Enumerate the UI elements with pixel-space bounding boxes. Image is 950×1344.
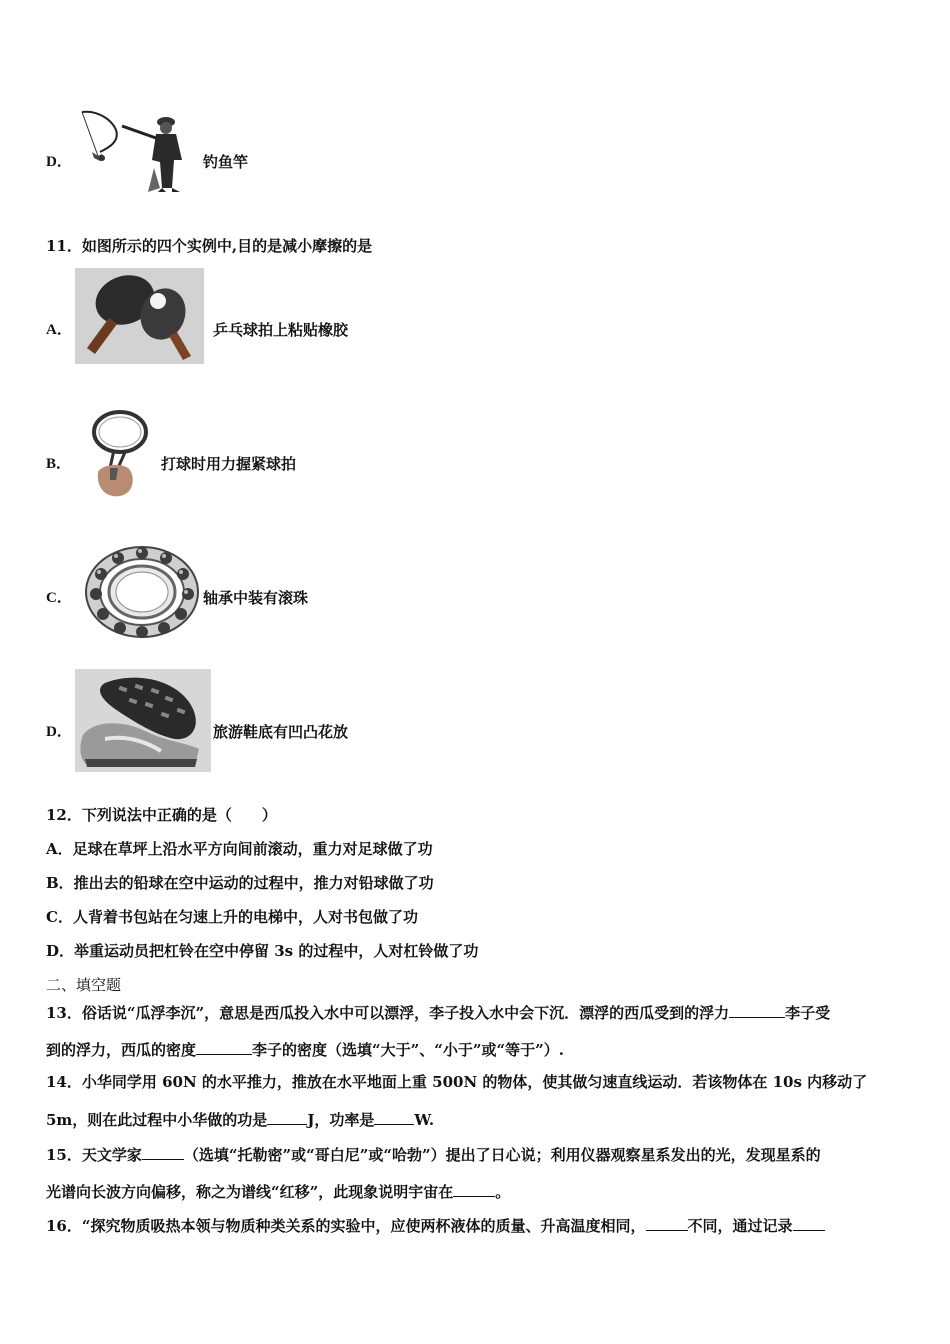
- q16-blank-2[interactable]: [793, 1216, 825, 1231]
- q15-line-1: [46, 1145, 821, 1164]
- q15-line-2-b: 。: [495, 1183, 511, 1201]
- q12-stem: 12．下列说法中正确的是（ ）: [46, 806, 277, 824]
- q15-line-1-a: 15．天文学家: [46, 1146, 142, 1164]
- q14-line-2-b: J，功率是: [307, 1111, 375, 1129]
- q16-line-1: [46, 1216, 825, 1235]
- sneaker-sole-image: [75, 669, 211, 772]
- q16-line-1-a: 16．“探究物质吸热本领与物质种类关系的实验中，应使两杯液体的质量、升高温度相同，: [46, 1217, 646, 1235]
- q14-line-2-c: W.: [414, 1111, 435, 1129]
- q14-line-2: [46, 1110, 434, 1129]
- ping-pong-paddle-image: [75, 268, 204, 364]
- q14-line-2-a: 5m，则在此过程中小华做的功是: [46, 1111, 268, 1129]
- q14-line-1: 14．小华同学用 60N 的水平推力，推放在水平地面上重 500N 的物体，使其做匀速直线运动．若该物体在 10s 内移动了: [46, 1073, 868, 1091]
- q12-option-a: A．足球在草坪上沿水平方向间前滚动，重力对足球做了功: [46, 840, 433, 858]
- q13-line-2-a: 到的浮力，西瓜的密度: [46, 1041, 197, 1059]
- q11-option-d-text: 旅游鞋底有凹凸花放: [213, 723, 349, 741]
- q13-line-1-b: 李子受: [785, 1004, 831, 1022]
- q13-blank-1[interactable]: [729, 1003, 785, 1018]
- q11-option-b-label: B．: [46, 456, 72, 472]
- q15-line-2: [46, 1182, 510, 1201]
- fishing-rod-image: [78, 108, 190, 194]
- q14-blank-2[interactable]: [374, 1110, 414, 1125]
- q14-blank-1[interactable]: [267, 1110, 307, 1125]
- q16-blank-1[interactable]: [646, 1216, 688, 1231]
- q12-option-c: C．人背着书包站在匀速上升的电梯中，人对书包做了功: [46, 908, 418, 926]
- q15-blank-2[interactable]: [453, 1182, 495, 1197]
- q11-option-c-label: C．: [46, 590, 72, 606]
- q13-line-2: [46, 1040, 564, 1059]
- q10-option-d-text: 钓鱼竿: [203, 153, 249, 171]
- q10-option-d-label: D．: [46, 154, 72, 170]
- q11-option-c-text: 轴承中装有滚珠: [203, 589, 309, 607]
- q11-option-b-text: 打球时用力握紧球拍: [161, 455, 297, 473]
- q13-line-1: [46, 1003, 830, 1022]
- q11-option-d-label: D．: [46, 724, 72, 740]
- tennis-racket-grip-image: [80, 408, 152, 498]
- q16-line-1-b: 不同，通过记录: [687, 1217, 793, 1235]
- ball-bearing-image: [76, 542, 200, 640]
- q13-line-1-a: 13．俗话说“瓜浮李沉”，意思是西瓜投入水中可以漂浮，李子投入水中会下沉．漂浮的西瓜受到的浮力: [46, 1004, 730, 1022]
- section-2-title: 二、填空题: [46, 976, 122, 994]
- q11-option-a-text: 乒乓球拍上粘贴橡胶: [213, 321, 349, 339]
- q15-line-2-a: 光谱向长波方向偏移，称之为谱线“红移”，此现象说明宇宙在: [46, 1183, 454, 1201]
- q11-stem: 11．如图所示的四个实例中,目的是减小摩擦的是: [46, 237, 373, 255]
- q13-blank-2[interactable]: [196, 1040, 252, 1055]
- q15-blank-1[interactable]: [142, 1145, 184, 1160]
- q12-option-b: B．推出去的铅球在空中运动的过程中，推力对铅球做了功: [46, 874, 434, 892]
- q11-option-a-label: A．: [46, 322, 72, 338]
- q12-option-d: D．举重运动员把杠铃在空中停留 3s 的过程中，人对杠铃做了功: [46, 942, 479, 960]
- q15-line-1-b: （选填“托勒密”或“哥白尼”或“哈勃”）提出了日心说；利用仪器观察星系发出的光，发现星系的: [183, 1146, 821, 1164]
- q13-line-2-b: 李子的密度（选填“大于”、“小于”或“等于”）.: [252, 1041, 565, 1059]
